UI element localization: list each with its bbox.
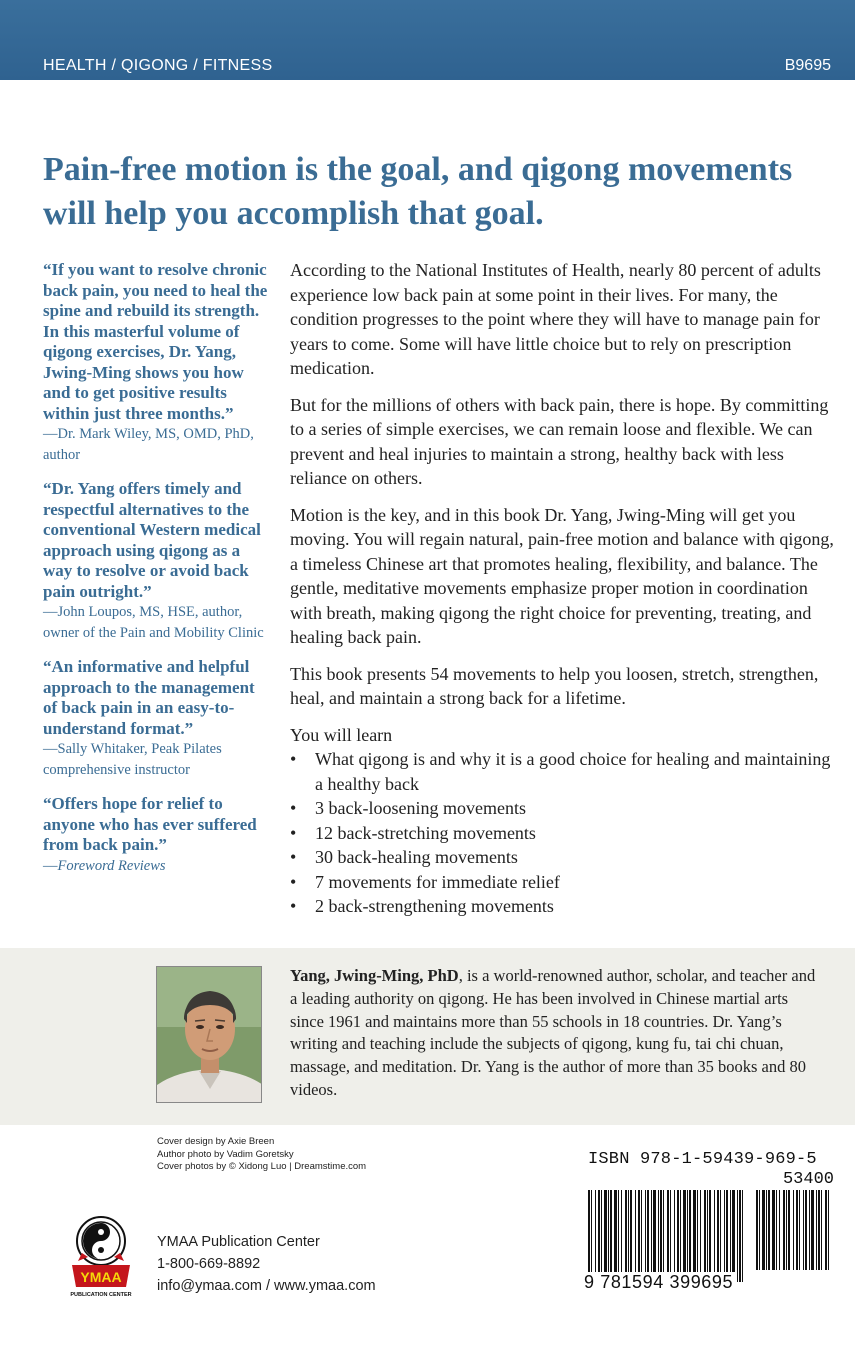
isbn-text: ISBN 978-1-59439-969-5 [588,1150,817,1169]
logo-text: YMAA [80,1269,122,1285]
barcode-bar [670,1190,671,1282]
barcode-bar [724,1190,725,1282]
endorsement-attribution: —Dr. Mark Wiley, MS, OMD, PhD, author [43,426,254,463]
barcode-bar [714,1190,715,1282]
barcode-bar [621,1190,622,1282]
barcode-bar [697,1190,698,1282]
learn-intro: You will learn [290,724,393,745]
barcode-bar [776,1190,777,1270]
barcode-bar [635,1190,636,1282]
endorsement-attribution: —Sally Whitaker, Peak Pilates comprehensive instructor [43,741,222,778]
bullet: • [290,798,297,818]
barcode-bar [805,1190,807,1270]
publisher-contact: info@ymaa.com / www.ymaa.com [157,1278,376,1294]
barcode-bar [591,1190,592,1282]
learn-item-text: What qigong is and why it is a good choice for healing and maintaining a healthy back [315,749,831,794]
description-paragraph: Motion is the key, and in this book Dr. Yang, Jwing-Ming will get you moving. You will regain natural, pain-free motion and balance with qigong, a timeless Chinese art that promotes healing, flexibility, and balance. The gentle, meditative movements emphasize proper motion in coordination with breath, making qigong the right choice for preventing, treating, and healing back pain. [290,504,834,647]
barcode-bar [680,1190,681,1282]
bullet: • [290,871,297,892]
bullet: • [290,896,297,916]
barcode-bar [732,1190,735,1282]
credit-line: Cover photos by © Xidong Luo | Dreamstime.com [157,1161,367,1172]
endorsement [43,657,273,780]
author-portrait-icon [157,967,262,1103]
author-bio-text: , is a world-renowned author, scholar, and teacher and a leading authority on qigong. He has been involved in Chinese martial arts since 1961 and maintains more than 55 schools in 18 countries. Dr. Yang’s writing and teaching include the subjects of qigong, kung fu, tai chi chuan, massage, and meditation. Dr. Yang is the author of more than 35 books and 80 videos. [290,966,816,1099]
learn-item [290,870,835,895]
barcode-bar [811,1190,814,1270]
endorsement-attribution [43,856,273,877]
endorsement-text: “If you want to resolve chronic back pain, you need to heal the spine and rebuild its strength. In this masterful volume of qigong exercises, Dr. Yang, Jwing-Ming shows you how and to get positive results within just three months.” [43,260,268,423]
barcode-bar [720,1190,721,1282]
barcode-bar [726,1190,728,1282]
barcode-bar [660,1190,662,1282]
barcode-bar [641,1190,642,1282]
logo-subtext: PUBLICATION CENTER [70,1292,132,1298]
category-label: HEALTH / QIGONG / FITNESS [43,57,273,74]
barcode-bar [796,1190,798,1270]
barcode-bar [618,1190,619,1282]
barcode-bar [704,1190,706,1282]
barcode-bar [651,1190,652,1282]
learn-item [290,845,835,870]
bullet: • [290,822,297,843]
learn-item-text: 3 back-loosening movements [315,798,526,818]
endorsements [43,260,273,890]
description-paragraph: This book presents 54 movements to help you loosen, stretch, strengthen, heal, and maintain a strong back for a lifetime. [290,663,819,708]
endorsement-attribution: —John Loupos, MS, HSE, author, owner of the Pain and Mobility Clinic [43,604,264,641]
barcode-bar [625,1190,627,1282]
learn-item-text: 12 back-stretching movements [315,822,536,843]
endorsement [43,479,273,643]
barcode-bar [730,1190,731,1282]
endorsement-text: “Dr. Yang offers timely and respectful alternatives to the conventional Western medical approach using qigong as a way to resolve or avoid back pain outright.” [43,479,261,601]
barcode-bar [737,1190,738,1282]
barcode-bar [818,1190,820,1270]
barcode-bar [799,1190,800,1270]
barcode-bar [709,1190,711,1282]
barcode-bar [717,1190,719,1282]
barcode-bar [610,1190,612,1282]
barcode-bar [595,1190,596,1282]
barcode-bar [762,1190,765,1270]
barcode-bar [759,1190,760,1270]
barcode-bar [687,1190,688,1282]
barcode-bar [821,1190,822,1270]
header-bar [0,0,855,80]
barcode-bar [630,1190,632,1282]
endorsement-text: “Offers hope for relief to anyone who has ever suffered from back pain.” [43,794,257,854]
learn-item [290,821,835,846]
learn-list [290,747,835,919]
barcode-bar [786,1190,787,1270]
learn-item-text: 7 movements for immediate relief [315,871,560,892]
attribution-source: Foreword Reviews [57,857,166,874]
barcode-bar [707,1190,708,1282]
publisher-info [157,1231,376,1297]
learn-item [290,747,835,796]
barcode-bar [647,1190,649,1282]
barcode-bar [653,1190,656,1282]
learn-item-text: 30 back-healing movements [315,847,518,867]
barcode-bar [689,1190,691,1282]
barcode-number: 9 781594 399695 [584,1272,737,1293]
barcode-bar [809,1190,810,1270]
price-code: 53400 [782,1170,834,1189]
barcode-bar [608,1190,609,1282]
barcode-bar [779,1190,780,1270]
endorsement-text: “An informative and helpful approach to the management of back pain in an easy-to-understand format.” [43,657,255,738]
ymaa-logo-icon [68,1213,134,1299]
barcode-bar [601,1190,602,1282]
barcode-bar [793,1190,794,1270]
endorsement [43,260,273,465]
credit-line: Cover design by Axie Breen [157,1136,275,1147]
barcode-bar [756,1190,758,1270]
barcode-bar [742,1190,743,1282]
bullet: • [290,847,297,867]
barcode-bar [683,1190,686,1282]
barcode-bar [816,1190,817,1270]
barcode-bar [772,1190,775,1270]
barcode-bar [667,1190,669,1282]
learn-item-text: 2 back-strengthening movements [315,896,554,916]
credit-line: Author photo by Vadim Goretsky [157,1148,294,1160]
barcode-bar [645,1190,646,1282]
barcode-bar [803,1190,804,1270]
barcode-bar [674,1190,675,1282]
isbn-barcode [586,1150,836,1300]
author-bio [290,965,820,1102]
learn-item [290,894,835,919]
barcode-bar [700,1190,701,1282]
book-description [290,258,835,919]
barcode-bar [739,1190,741,1282]
barcode-bar [783,1190,785,1270]
barcode-bar [693,1190,696,1282]
barcode-bar [638,1190,640,1282]
attribution-dash: — [43,857,58,874]
barcode-bar [788,1190,790,1270]
headline: Pain-free motion is the goal, and qigong movements will help you accomplish that goal. [43,151,793,232]
barcode-bar [628,1190,629,1282]
barcode-bar [663,1190,664,1282]
bullet: • [290,749,297,769]
barcode-bar [825,1190,827,1270]
endorsement [43,794,273,876]
barcode-bar [658,1190,659,1282]
barcode-bar [677,1190,679,1282]
barcode-bar [766,1190,767,1270]
book-code: B9695 [784,57,831,74]
barcode-bar [598,1190,600,1282]
barcode-bar [588,1190,590,1282]
description-paragraph: But for the millions of others with back pain, there is hope. By committing to a series of simple exercises, we can remain loose and flexible. We can prevent and heal injuries to maintain a strong, healthy back with less reliance on others. [290,394,829,488]
cover-credits [157,1136,366,1174]
barcode-bar [614,1190,617,1282]
barcode-bar [604,1190,607,1282]
learn-item [290,796,835,821]
barcode-bar [768,1190,770,1270]
publisher-phone: 1-800-669-8892 [157,1256,261,1272]
author-name: Yang, Jwing-Ming, PhD [290,966,459,985]
description-paragraph: According to the National Institutes of Health, nearly 80 percent of adults experience low back pain at some point in their lives. For many, the condition progresses to the point where they will have to manage pain for years to come. Some will have little choice but to rely on prescription medication. [290,260,821,378]
publisher-name: YMAA Publication Center [157,1234,320,1250]
author-photo [156,966,262,1103]
barcode-bar [828,1190,829,1270]
